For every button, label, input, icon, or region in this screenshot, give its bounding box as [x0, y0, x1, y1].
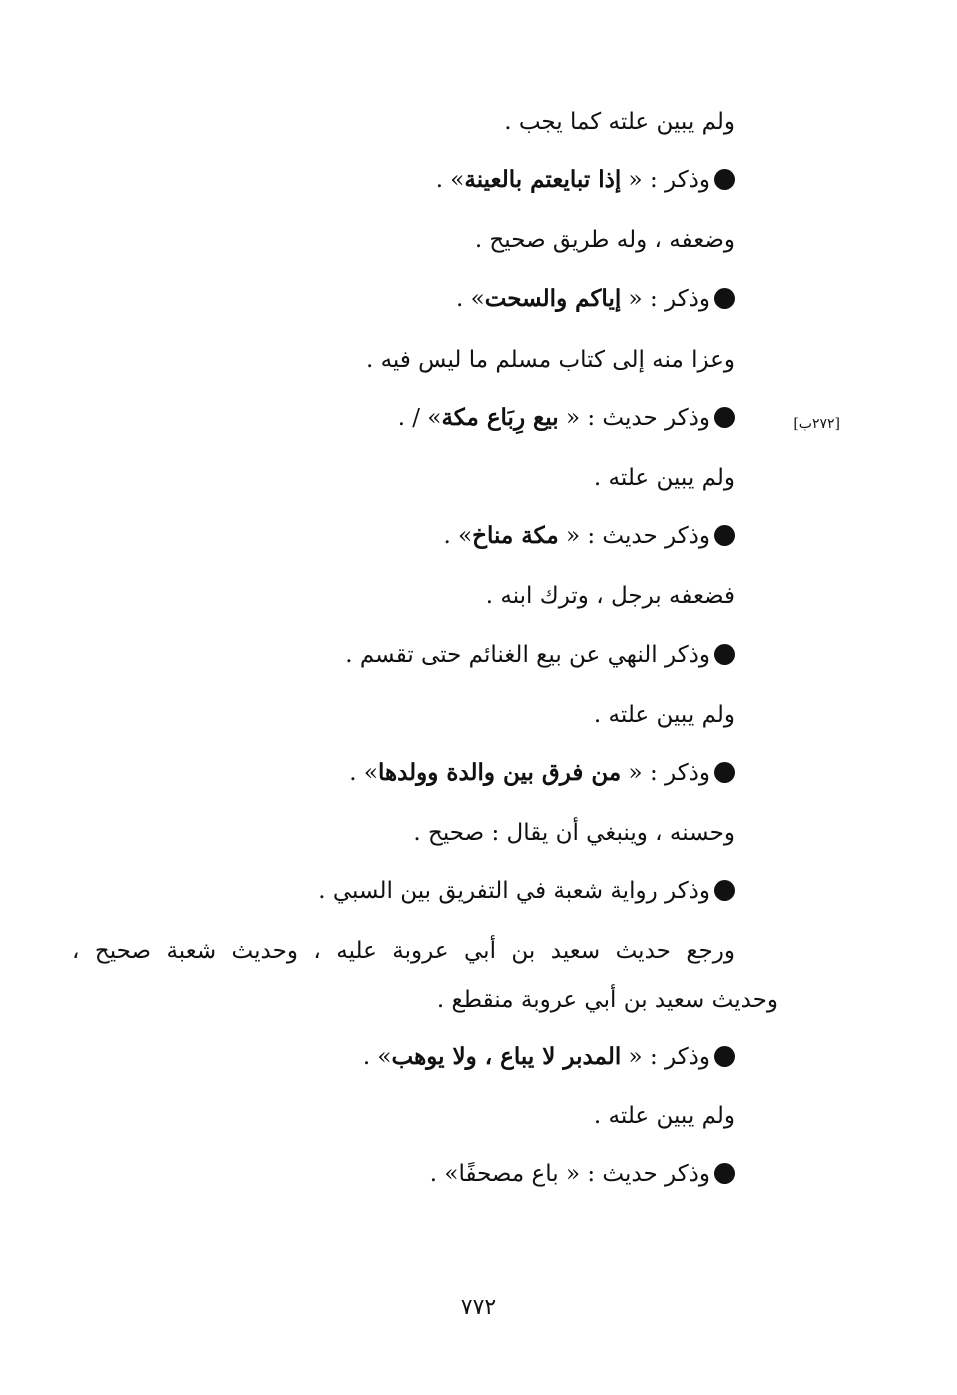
bullet-entry-7: وذكر رواية شعبة في التفريق بين السبي . [318, 871, 735, 911]
page-number: ٧٧٢ [460, 1295, 497, 1320]
bullet-icon [714, 762, 735, 783]
text-line-3: وعزا منه إلى كتاب مسلم ما ليس فيه . [365, 347, 735, 373]
margin-folio-note: [٢٧٢ب] [793, 416, 840, 432]
bullet-icon [714, 525, 735, 546]
bullet-icon [714, 1163, 735, 1184]
bullet-icon [714, 407, 735, 428]
text-line-4: ولم يبين علته . [593, 465, 735, 491]
text-line-7: وحسنه ، وينبغي أن يقال : صحيح . [413, 820, 735, 846]
text-line-10: ولم يبين علته . [593, 1103, 735, 1129]
text-line-6: ولم يبين علته . [593, 702, 735, 728]
bullet-entry-4: وذكر حديث : « مكة مناخ» . [443, 516, 735, 556]
bullet-icon [714, 169, 735, 190]
bullet-entry-2: وذكر : « إياكم والسحت» . [456, 279, 735, 319]
bullet-entry-3: وذكر حديث : « بيع رِبَاع مكة» / . [398, 398, 735, 438]
bullet-entry-9: وذكر حديث : « باع مصحفًا» . [430, 1154, 735, 1194]
bullet-icon [714, 288, 735, 309]
text-line-9: وحديث سعيد بن أبي عروبة منقطع . [436, 987, 778, 1013]
text-line-1: ولم يبين علته كما يجب . [504, 109, 735, 135]
text-line-5: فضعفه برجل ، وترك ابنه . [485, 583, 735, 609]
bullet-entry-1: وذكر : « إذا تبايعتم بالعينة» . [436, 160, 735, 200]
bullet-icon [714, 644, 735, 665]
bullet-entry-6: وذكر : « من فرق بين والدة وولدها» . [349, 753, 735, 793]
bullet-entry-5: وذكر النهي عن بيع الغنائم حتى تقسم . [345, 635, 735, 675]
text-line-2: وضعفه ، وله طريق صحيح . [474, 227, 735, 253]
text-line-8: ورجع حديث سعيد بن أبي عروبة عليه ، وحديث شعبة صحيح ، [72, 938, 735, 964]
bullet-icon [714, 1046, 735, 1067]
bullet-icon [714, 880, 735, 901]
bullet-entry-8: وذكر : « المدبر لا يباع ، ولا يوهب» . [363, 1037, 735, 1077]
